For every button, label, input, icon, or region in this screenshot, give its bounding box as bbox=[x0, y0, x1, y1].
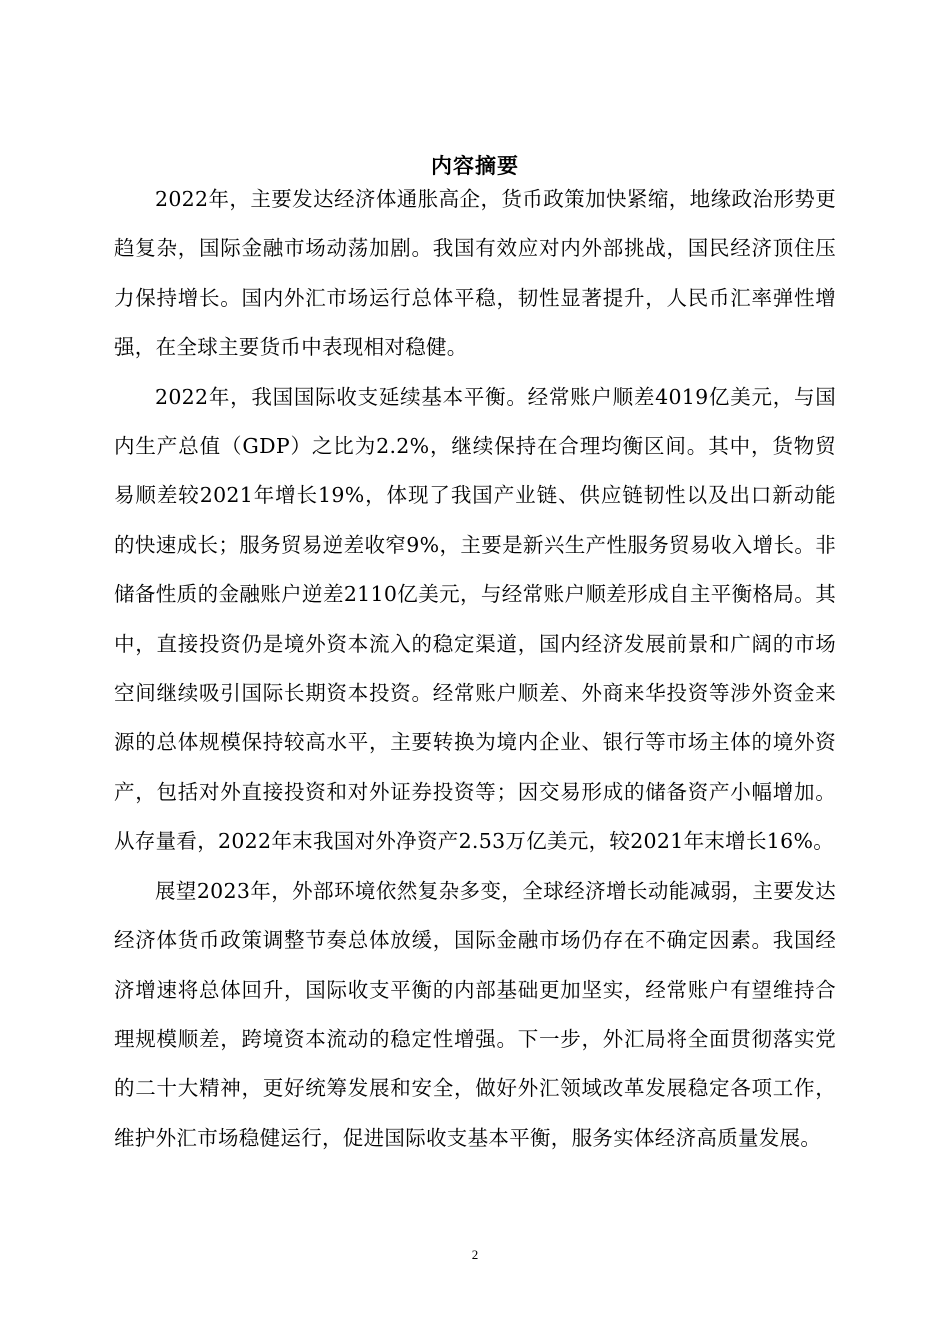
paragraph-balance-of-payments: 2022年，我国国际收支延续基本平衡。经常账户顺差4019亿美元，与国内生产总值（GDP）之比为2.2%，继续保持在合理均衡区间。其中，货物贸易顺差较2021年增长19%，体现了我国产业链、供应链韧性以及出口新动能的快速成长；服务贸易逆差收窄9%，主要是新兴生产性服务贸易收入增长。非储备性质的金融账户逆差2110亿美元，与经常账户顺差形成自主平衡格局。其中，直接投资仍是境外资本流入的稳定渠道，国内经济发展前景和广阔的市场空间继续吸引国际长期资本投资。经常账户顺差、外商来华投资等涉外资金来源的总体规模保持较高水平，主要转换为境内企业、银行等市场主体的境外资产，包括对外直接投资和对外证券投资等；因交易形成的储备资产小幅增加。从存量看，2022年末我国对外净资产2.53万亿美元，较2021年末增长16%。 bbox=[114, 384, 836, 854]
paragraph-outlook: 展望2023年，外部环境依然复杂多变，全球经济增长动能减弱，主要发达经济体货币政策调整节奏总体放缓，国际金融市场仍存在不确定因素。我国经济增速将总体回升，国际收支平衡的内部基础更加坚实，经常账户有望维持合理规模顺差，跨境资本流动的稳定性增强。下一步，外汇局将全面贯彻落实党的二十大精神，更好统筹发展和安全，做好外汇领域改革发展稳定各项工作，维护外汇市场稳健运行，促进国际收支基本平衡，服务实体经济高质量发展。 bbox=[114, 878, 836, 1150]
page-title: 内容摘要 bbox=[431, 154, 519, 178]
paragraph-overview: 2022年，主要发达经济体通胀高企，货币政策加快紧缩，地缘政治形势更趋复杂，国际金融市场动荡加剧。我国有效应对内外部挑战，国民经济顶住压力保持增长。国内外汇市场运行总体平稳，韧性显著提升，人民币汇率弹性增强，在全球主要货币中表现相对稳健。 bbox=[114, 187, 836, 360]
page-number: 2 bbox=[471, 1247, 479, 1262]
document-page bbox=[114, 150, 836, 1163]
